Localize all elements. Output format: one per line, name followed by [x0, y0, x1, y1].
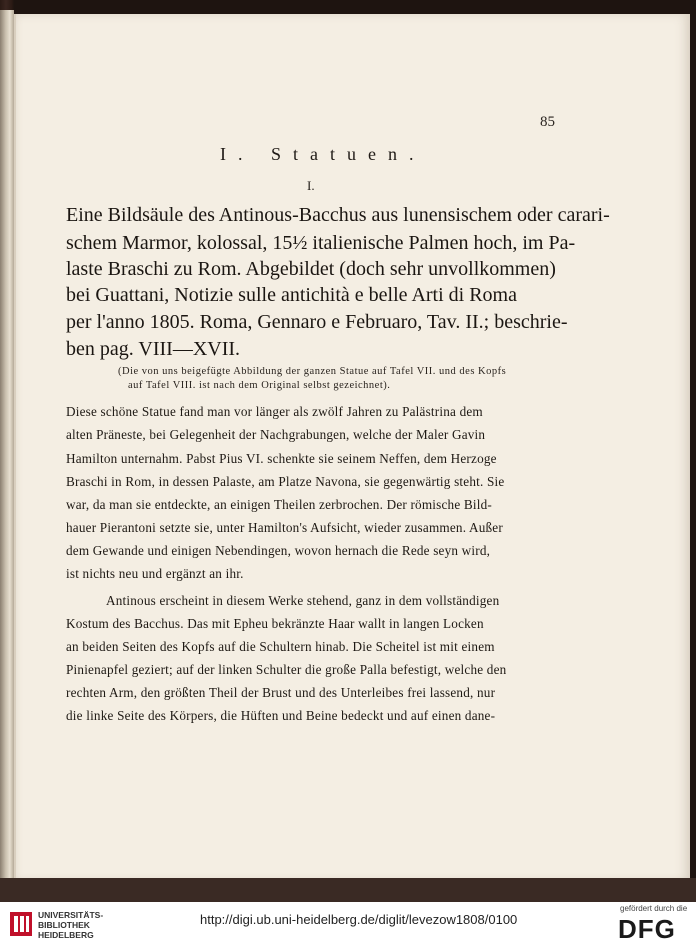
body-text-line: alten Präneste, bei Gelegenheit der Nachgrabungen, welche der Maler Gavin — [66, 427, 486, 442]
body-text-line: ist nichts neu und ergänzt an ihr. — [66, 566, 244, 581]
main-text-line: Eine Bildsäule des Antinous-Bacchus aus lunensischem oder carari- — [66, 204, 610, 226]
section-heading: I. Statuen. — [220, 144, 426, 164]
entry-number: I. — [307, 178, 315, 193]
university-library-logo-icon[interactable] — [10, 908, 32, 940]
main-text-line: schem Marmor, kolossal, 15½ italienische Palmen hoch, im Pa- — [66, 232, 576, 254]
body-text-line: Antinous erscheint in diesem Werke stehend, ganz in dem vollständigen — [106, 593, 500, 608]
page-edge — [0, 10, 14, 880]
body-text-line: Braschi in Rom, in dessen Palaste, am Platze Navona, sie gegenwärtig steht. Sie — [66, 474, 505, 489]
body-text-line: rechten Arm, den größten Theil der Brust und des Unterleibes frei lassend, nur — [66, 685, 496, 700]
funded-by-label: gefördert durch die — [620, 904, 688, 913]
main-text-line: laste Braschi zu Rom. Abgebildet (doch sehr unvollkommen) — [66, 258, 556, 280]
main-text-line: bei Guattani, Notizie sulle antichità e belle Arti di Roma — [66, 284, 517, 306]
source-url-link[interactable]: http://digi.ub.uni-heidelberg.de/diglit/levezow1808/0100 — [200, 912, 518, 927]
body-text-line: die linke Seite des Körpers, die Hüften und Beine bedeckt und auf einen dane- — [66, 708, 496, 723]
body-text-line: Kostum des Bacchus. Das mit Epheu bekränzte Haar wallt in langen Locken — [66, 616, 484, 631]
logo-text-line: BIBLIOTHEK — [38, 920, 90, 930]
note-line: auf Tafel VIII. ist nach dem Original selbst gezeichnet). — [128, 380, 391, 391]
body-text-line: dem Gewande und einigen Nebendingen, wovon hernach die Rede seyn wird, — [66, 543, 491, 558]
page-number: 85 — [540, 114, 555, 130]
body-text-line: Diese schöne Statue fand man vor länger als zwölf Jahren zu Palästrina dem — [66, 404, 483, 419]
body-text-line: hauer Pierantoni setzte sie, unter Hamilton's Aufsicht, wieder zusammen. Außer — [66, 520, 503, 535]
scan-bottom-strip — [0, 878, 696, 902]
body-text-line: an beiden Seiten des Kopfs auf die Schultern hinab. Die Scheitel ist mit einem — [66, 639, 495, 654]
main-text-line: per l'anno 1805. Roma, Gennaro e Februaro, Tav. II.; beschrie- — [66, 311, 568, 333]
note-line: (Die von uns beigefügte Abbildung der ganzen Statue auf Tafel VII. und des Kopfs — [118, 366, 507, 377]
logo-text-line: HEIDELBERG — [38, 930, 94, 940]
university-library-name[interactable] — [38, 910, 103, 940]
body-text-line: Hamilton unternahm. Pabst Pius VI. schenkte sie seinem Neffen, dem Herzoge — [66, 451, 497, 466]
body-text-line: war, da man sie entdeckte, an einigen Theilen zerbrochen. Der römische Bild- — [66, 497, 493, 512]
main-text-line: ben pag. VIII—XVII. — [66, 338, 241, 360]
logo-text-line: UNIVERSITÄTS- — [38, 910, 104, 920]
dfg-logo[interactable]: DFG — [618, 914, 676, 944]
body-text-line: Pinienapfel geziert; auf der linken Schulter die große Palla befestigt, welche den — [66, 662, 507, 677]
